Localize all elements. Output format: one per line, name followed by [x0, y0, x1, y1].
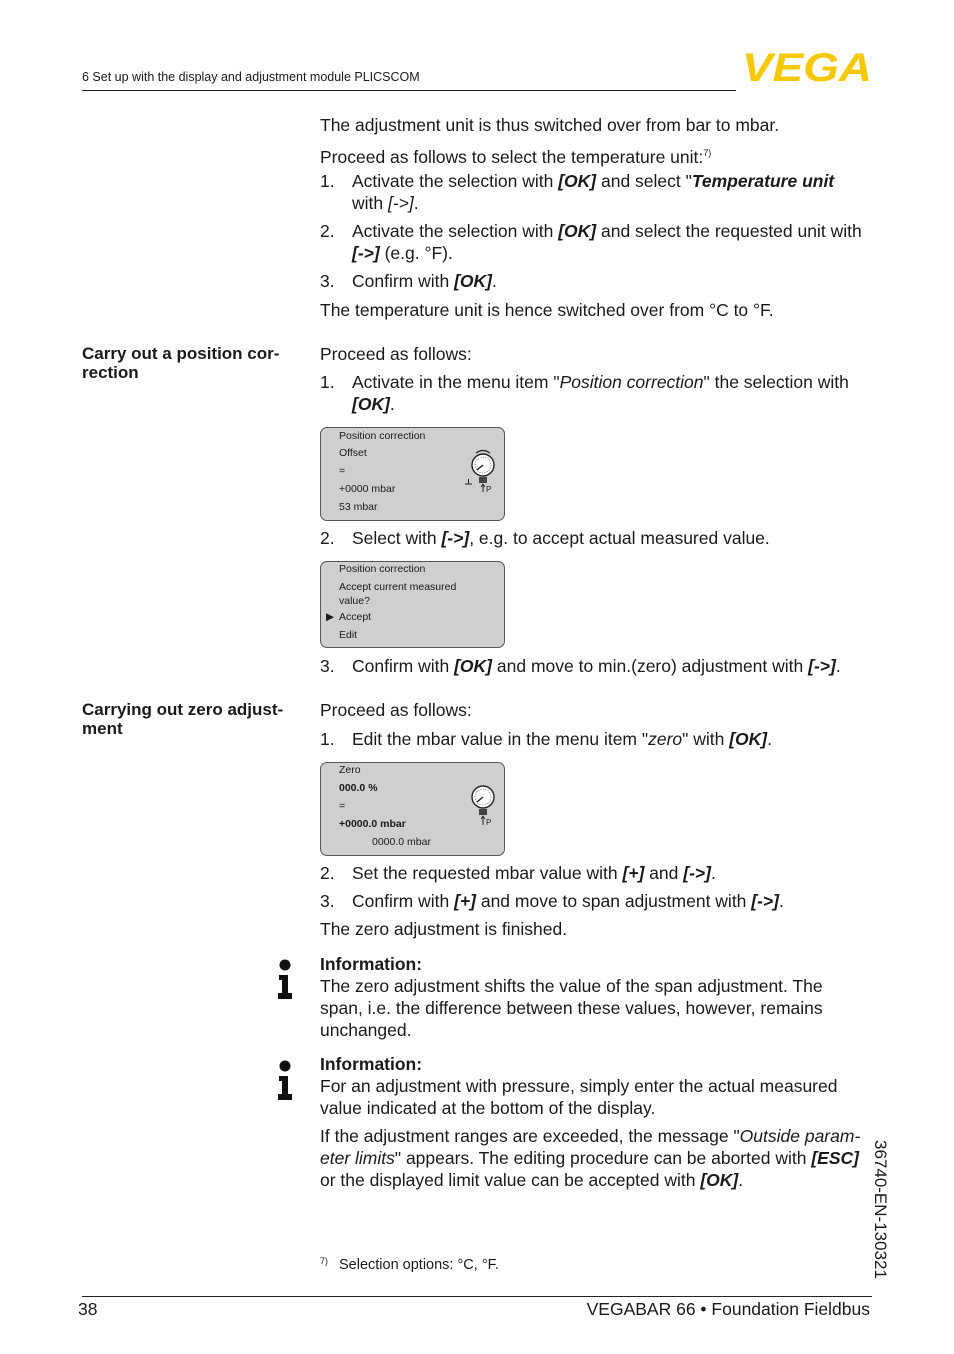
intro-paragraph-2: Proceed as follows to select the temperature unit:$^{7)}$ — [320, 146, 712, 167]
step-number: 1. — [320, 171, 335, 191]
step-number: 3. — [320, 656, 335, 676]
step-number: 1. — [320, 729, 335, 749]
temp-step-1: Activate the selection with [OK] and select "Temperature unit with [->]. — [352, 171, 835, 213]
info-icon — [276, 959, 294, 999]
step-number: 2. — [320, 221, 335, 241]
info-heading: Information: — [320, 954, 423, 974]
position-step-3: Confirm with [OK] and move to min.(zero) adjustment with [->]. — [352, 656, 841, 676]
zero-step-3: Confirm with [+] and move to span adjustment with [->]. — [352, 891, 784, 911]
vega-logo — [742, 50, 874, 84]
position-lead: Proceed as follows: — [320, 344, 472, 364]
footnote-ref: 7) — [703, 148, 712, 158]
footnote-text: Selection options: °C, °F. — [339, 1257, 499, 1273]
display-accept-value: Position correction Accept current measured value? ▶ Accept Edit — [320, 561, 505, 648]
running-header: 6 Set up with the display and adjustment module PLICSCOM — [82, 70, 420, 84]
info-block-2-paragraph-2: If the adjustment ranges are exceeded, the message "Outside param- eter limits" appears. The editing procedure can be aborted with [ESC] or the displayed limit value can be accepted with [OK]. — [320, 1126, 861, 1190]
temp-step-2: Activate the selection with [OK] and select the requested unit with [->] (e.g. °F). — [352, 221, 862, 263]
info-heading: Information: — [320, 1054, 423, 1074]
display-position-offset: Position correction Offset = +0000 mbar 53 mbar P — [320, 427, 505, 521]
product-name: VEGABAR 66 • Foundation Fieldbus — [586, 1299, 870, 1319]
step-number: 2. — [320, 863, 335, 883]
step-number: 3. — [320, 891, 335, 911]
svg-text:VEGA: VEGA — [742, 50, 872, 84]
info-block-2: Information: For an adjustment with pressure, simply enter the actual measured value indicated at the bottom of the display. — [320, 1053, 880, 1119]
page-number: 38 — [78, 1299, 98, 1319]
zero-step-2: Set the requested mbar value with [+] and [->]. — [352, 863, 716, 883]
svg-text:P: P — [486, 485, 492, 494]
position-step-2: Select with [->], e.g. to accept actual measured value. — [352, 528, 770, 548]
info-block-1: Information: The zero adjustment shifts the value of the span adjustment. The span, i.e. the difference between these values, however, remains unchanged. — [320, 953, 880, 1041]
footnote-number: 7) — [320, 1256, 329, 1266]
step-number: 1. — [320, 372, 335, 392]
section-heading-position-correction: Carry out a position cor- rection — [82, 344, 280, 382]
pressure-gauge-icon — [463, 781, 499, 829]
pressure-gauge-icon — [463, 446, 499, 494]
info-icon — [276, 1060, 294, 1100]
step-number: 3. — [320, 271, 335, 291]
section-heading-zero-adjustment: Carrying out zero adjust- ment — [82, 700, 284, 738]
step-number: 2. — [320, 528, 335, 548]
footer-rule — [82, 1296, 872, 1297]
temp-step-3: Confirm with [OK]. — [352, 271, 497, 291]
svg-text:P: P — [486, 818, 492, 827]
zero-step-1: Edit the mbar value in the menu item "zero" with [OK]. — [352, 729, 772, 749]
document-id: 36740-EN-130321 — [871, 1140, 890, 1279]
position-step-1: Activate in the menu item "Position correction" the selection with [OK]. — [352, 372, 849, 414]
intro-paragraph-1: The adjustment unit is thus switched over from bar to mbar. — [320, 115, 780, 135]
zero-lead: Proceed as follows: — [320, 700, 472, 720]
zero-result: The zero adjustment is finished. — [320, 919, 568, 939]
header-rule — [82, 90, 736, 91]
temp-result: The temperature unit is hence switched over from °C to °F. — [320, 300, 774, 320]
selection-arrow-icon: ▶ — [326, 611, 335, 623]
display-zero: Zero 000.0 % = +0000.0 mbar 0000.0 mbar P — [320, 762, 505, 856]
